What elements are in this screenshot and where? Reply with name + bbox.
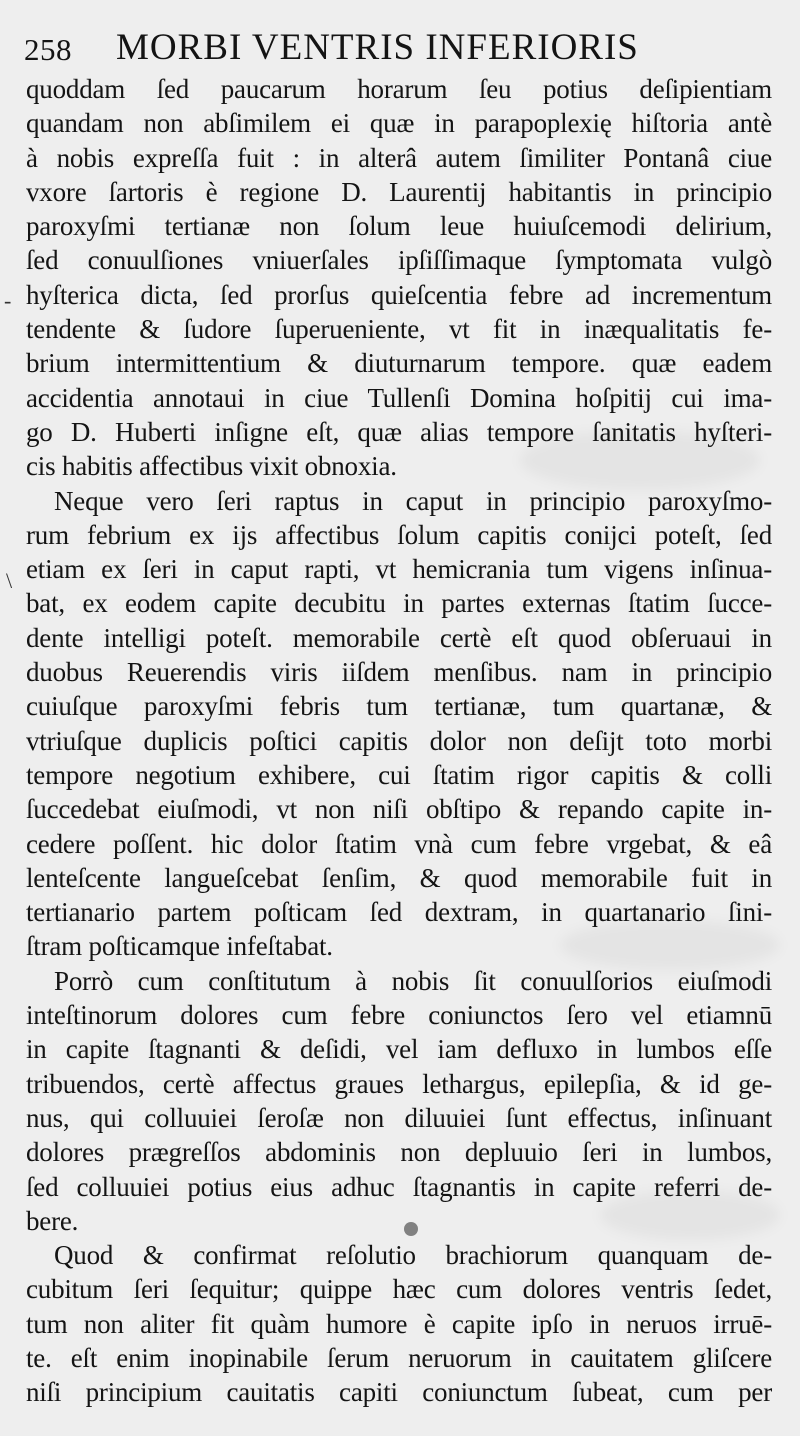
text-line: brium intermittentium & diuturnarum tempore. quæ eadem [26, 348, 772, 379]
text-line: tempore negotium exhibere, cui ſtatim rigor capitis & colli [26, 759, 772, 790]
running-head: MORBI VENTRIS INFERIORIS [116, 27, 639, 68]
text-line: dente intelligi poteſt. memorabile certè eſt quod obſeruaui in [26, 622, 772, 653]
paragraph-first-line: Quod & confirmat reſolutio brachiorum quanquam de- [54, 1240, 772, 1271]
text-line: ſuccedebat eiuſmodi, vt non niſi obſtipo & repando capite in- [26, 794, 772, 825]
text-line: in capite ſtagnanti & deſidi, vel iam defluxo in lumbos eſſe [26, 1034, 772, 1065]
text-line: vtriuſque duplicis poſtici capitis dolor non deſijt toto morbi [26, 725, 772, 756]
text-line: accidentia annotaui in ciue Tullenſi Domina hoſpitij cui ima- [26, 382, 772, 413]
ink-smudge [404, 1222, 418, 1236]
body-text [26, 72, 772, 1410]
text-line: te. eſt enim inopinabile ſerum neruorum in cauitatem gliſcere [26, 1342, 772, 1373]
text-line: vxore ſartoris è regione D. Laurentij habitantis in principio [26, 176, 772, 207]
text-line: nus, qui colluuiei ſeroſæ non diluuiei ſunt effectus, inſinuant [26, 1102, 772, 1133]
text-line: bat, ex eodem capite decubitu in partes externas ſtatim ſucce- [26, 588, 772, 619]
text-line: go D. Huberti inſigne eſt, quæ alias tempore ſanitatis hyſteri- [26, 416, 772, 447]
margin-mark: \ [6, 568, 13, 593]
text-line: à nobis expreſſa fuit : in alterâ autem ſimiliter Pontanâ ciue [26, 142, 772, 173]
text-line: cis habitis affectibus vixit obnoxia. [26, 451, 397, 482]
text-line: etiam ex ſeri in caput rapti, vt hemicrania tum vigens inſinua- [26, 554, 772, 585]
paragraph-first-line: Neque vero ſeri raptus in caput in principio paroxyſmo- [54, 485, 772, 516]
text-line: niſi principium cauitatis capiti coniunctum ſubeat, cum per [26, 1377, 772, 1408]
text-line: bere. [26, 1205, 79, 1236]
text-line: ſed colluuiei potius eius adhuc ſtagnantis in capite referri de- [26, 1171, 772, 1202]
text-line: inteſtinorum dolores cum febre coniunctos ſero vel etiamnū [26, 1000, 772, 1031]
text-line: quandam non abſimilem ei quæ in parapoplexię hiſtoria antè [26, 108, 772, 139]
text-line: cedere poſſent. hic dolor ſtatim vnà cum febre vrgebat, & eâ [26, 828, 772, 859]
text-line: lenteſcente langueſcebat ſenſim, & quod memorabile fuit in [26, 862, 772, 893]
paragraph-first-line: Porrò cum conſtitutum à nobis ſit conuulſorios eiuſmodi [54, 965, 772, 996]
text-line: tum non aliter fit quàm humore è capite ipſo in neruos irruē- [26, 1308, 772, 1339]
text-line: cubitum ſeri ſequitur; quippe hæc cum dolores ventris ſedet, [26, 1274, 772, 1305]
page-number: 258 [24, 32, 72, 67]
text-line: paroxyſmi tertianæ non ſolum leue huiuſcemodi delirium, [26, 211, 772, 242]
text-line: hyſterica dicta, ſed prorſus quieſcentia febre ad incrementum [26, 279, 772, 310]
text-line: tendente & ſudore ſuperueniente, vt fit in inæqualitatis fe- [26, 314, 772, 345]
text-line: ſed conuulſiones vniuerſales ipſiſſimaque ſymptomata vulgò [26, 245, 772, 276]
text-line: rum febrium ex ijs affectibus ſolum capitis conijci poteſt, ſed [26, 519, 772, 550]
text-line: dolores prægreſſos abdominis non depluuio ſeri in lumbos, [26, 1137, 772, 1168]
text-line: cuiuſque paroxyſmi febris tum tertianæ, tum quartanæ, & [26, 691, 772, 722]
text-line: tertianario partem poſticam ſed dextram, in quartanario ſini- [26, 897, 772, 928]
text-line: quoddam ſed paucarum horarum ſeu potius deſipientiam [26, 74, 772, 104]
text-line: ſtram poſticamque infeſtabat. [26, 931, 333, 962]
text-line: duobus Reuerendis viris iiſdem menſibus. nam in principio [26, 657, 772, 688]
text-line: tribuendos, certè affectus graues lethargus, epilepſia, & id ge- [26, 1068, 772, 1099]
margin-mark: - [4, 288, 12, 313]
